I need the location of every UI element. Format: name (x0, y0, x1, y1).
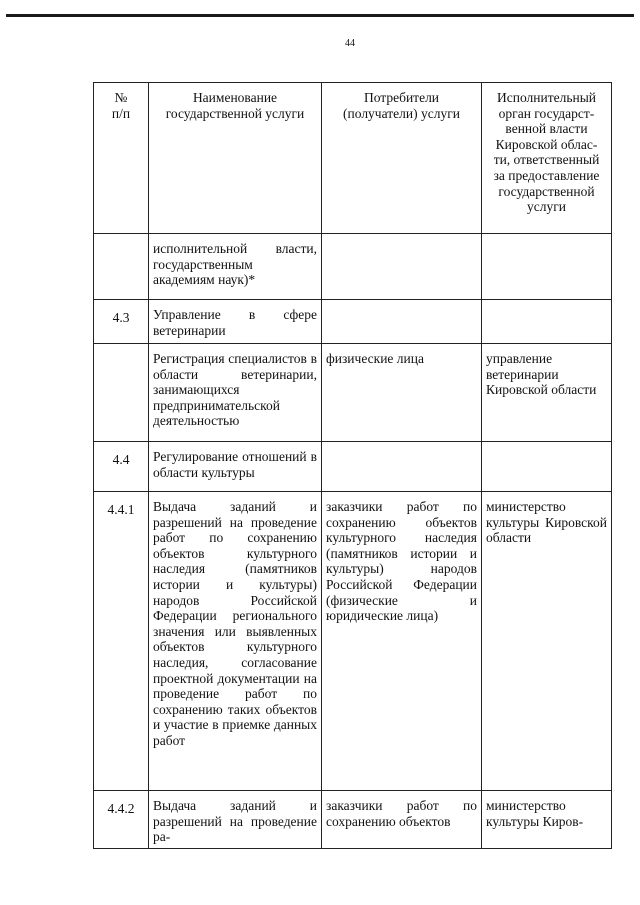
table-row (94, 791, 612, 849)
row-authority (482, 234, 612, 300)
services-table (93, 82, 612, 849)
row-number-cell: 4.4.2 (94, 791, 149, 849)
row-service-name: Регистрация специалистов в области ветеринарии, занимающихся предпринимательской деятельностью (149, 344, 322, 442)
header-service-name (149, 83, 322, 234)
table-header-row (94, 83, 612, 234)
row-consumers (322, 234, 482, 300)
row-consumers (322, 300, 482, 344)
table-row (94, 300, 612, 344)
table-row (94, 234, 612, 300)
row-number-cell (94, 344, 149, 442)
row-number-cell: 4.4 (94, 442, 149, 492)
table-row (94, 344, 612, 442)
row-number-cell: 4.3 (94, 300, 149, 344)
row-consumers (322, 442, 482, 492)
top-border-line (6, 14, 634, 17)
header-number (94, 83, 149, 234)
row-authority: управление ветеринарии Кировской области (482, 344, 612, 442)
row-service-name: Выдача заданий и разрешений на проведение ра- (149, 791, 322, 849)
table-row (94, 442, 612, 492)
row-authority: министерство культуры Киров- (482, 791, 612, 849)
header-service-name-label: Наименование государственной услуги (165, 90, 305, 121)
header-authority-label: Исполнительный орган государст- венной власти Кировской облас- ти, ответственный за предоставление государственной услуги (493, 90, 600, 215)
page-number: 44 (345, 38, 355, 49)
row-number-cell: 4.4.1 (94, 492, 149, 791)
header-number-label: № п/п (111, 90, 131, 121)
row-service-name: исполнительной власти, государственным академиям наук)* (149, 234, 322, 300)
row-consumers: физические лица (322, 344, 482, 442)
header-authority (482, 83, 612, 234)
row-service-name: Регулирование отношений в области культуры (149, 442, 322, 492)
table-row (94, 492, 612, 791)
row-authority (482, 442, 612, 492)
row-service-name: Управление в сфере ветеринарии (149, 300, 322, 344)
row-consumers: заказчики работ по сохранению объектов (322, 791, 482, 849)
row-service-name: Выдача заданий и разрешений на проведение работ по сохранению объектов культурного наследия (памятников истории и культуры) народов Российской Федерации регионального значения или выявленных объектов культурного наследия, согласование проектной документации на проведение работ по сохранению таких объектов и участие в приемке данных работ (149, 492, 322, 791)
row-authority (482, 300, 612, 344)
row-number-cell (94, 234, 149, 300)
header-consumers (322, 83, 482, 234)
row-authority: министерство культуры Кировской области (482, 492, 612, 791)
row-consumers: заказчики работ по сохранению объектов культурного наследия (памятников истории и культуры) народов Российской Федерации (физические и юридические лица) (322, 492, 482, 791)
header-consumers-label: Потребители (получатели) услуги (343, 90, 460, 121)
